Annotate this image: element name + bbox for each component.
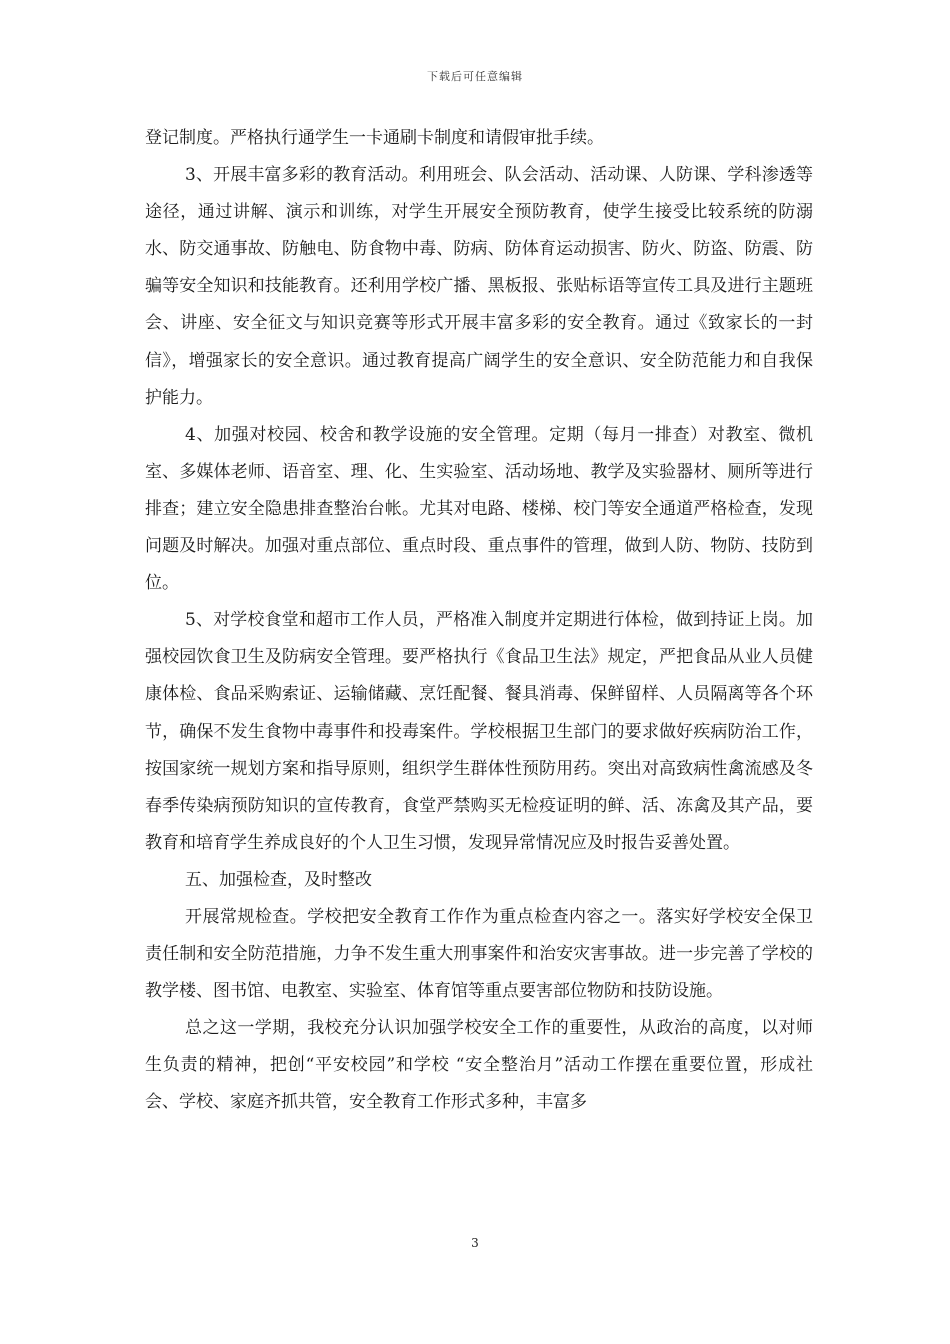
section-heading: 五、加强检查，及时整改 (185, 869, 372, 890)
paragraph-2: 4、加强对校园、校舍和教学设施的安全管理。定期（每月一排查）对教室、微机室、多媒体老师、语音室、理、化、生实验室、活动场地、教学及实验器材、厕所等进行排查；建立安全隐患排查整治台帐。尤其对电路、楼梯、校门等安全通道严格检查，发现问题及时解决。加强对重点部位、重点时段、重点事件的管理，做到人防、物防、技防到位。 (145, 424, 813, 594)
paragraph-6: 总之这一学期，我校充分认识加强学校安全工作的重要性，从政治的高度，以对师生负责的精神，把创“平安校园”和学校 “安全整治月”活动工作摆在重要位置，形成社会、学校、家庭齐抓共管，安全教育工作形式多种，丰富多 (145, 1018, 813, 1113)
page-header: 下载后可任意编辑 (427, 70, 523, 83)
paragraph-3: 5、对学校食堂和超市工作人员，严格准入制度并定期进行体检，做到持证上岗。加强校园饮食卫生及防病安全管理。要严格执行《食品卫生法》规定，严把食品从业人员健康体检、食品采购索证、运输储藏、烹饪配餐、餐具消毒、保鲜留样、人员隔离等各个环节，确保不发生食物中毒事件和投毒案件。学校根据卫生部门的要求做好疾病防治工作，按国家统一规划方案和指导原则，组织学生群体性预防用药。突出对高致病性禽流感及冬春季传染病预防知识的宣传教育，食堂严禁购买无检疫证明的鲜、活、冻禽及其产品，要教育和培育学生养成良好的个人卫生习惯，发现异常情况应及时报告妥善处置。 (145, 610, 813, 853)
paragraph-5: 开展常规检查。学校把安全教育工作作为重点检查内容之一。落实好学校安全保卫责任制和安全防范措施，力争不发生重大刑事案件和治安灾害事故。进一步完善了学校的教学楼、图书馆、电教室、实验室、体育馆等重点要害部位物防和技防设施。 (145, 906, 813, 1002)
paragraph-0: 登记制度。严格执行通学生一卡通刷卡制度和请假审批手续。 (145, 128, 604, 148)
page-number: 3 (471, 1236, 479, 1250)
document-body (145, 120, 813, 1122)
paragraph-1: 3、开展丰富多彩的教育活动。利用班会、队会活动、活动课、人防课、学科渗透等途径，通过讲解、演示和训练，对学生开展安全预防教育，使学生接受比较系统的防溺水、防交通事故、防触电、防食物中毒、防病、防体育运动损害、防火、防盗、防震、防骗等安全知识和技能教育。还利用学校广播、黑板报、张贴标语等宣传工具及进行主题班会、讲座、安全征文与知识竞赛等形式开展丰富多彩的安全教育。通过《致家长的一封信》，增强家长的安全意识。通过教育提高广阔学生的安全意识、安全防范能力和自我保护能力。 (145, 165, 813, 408)
